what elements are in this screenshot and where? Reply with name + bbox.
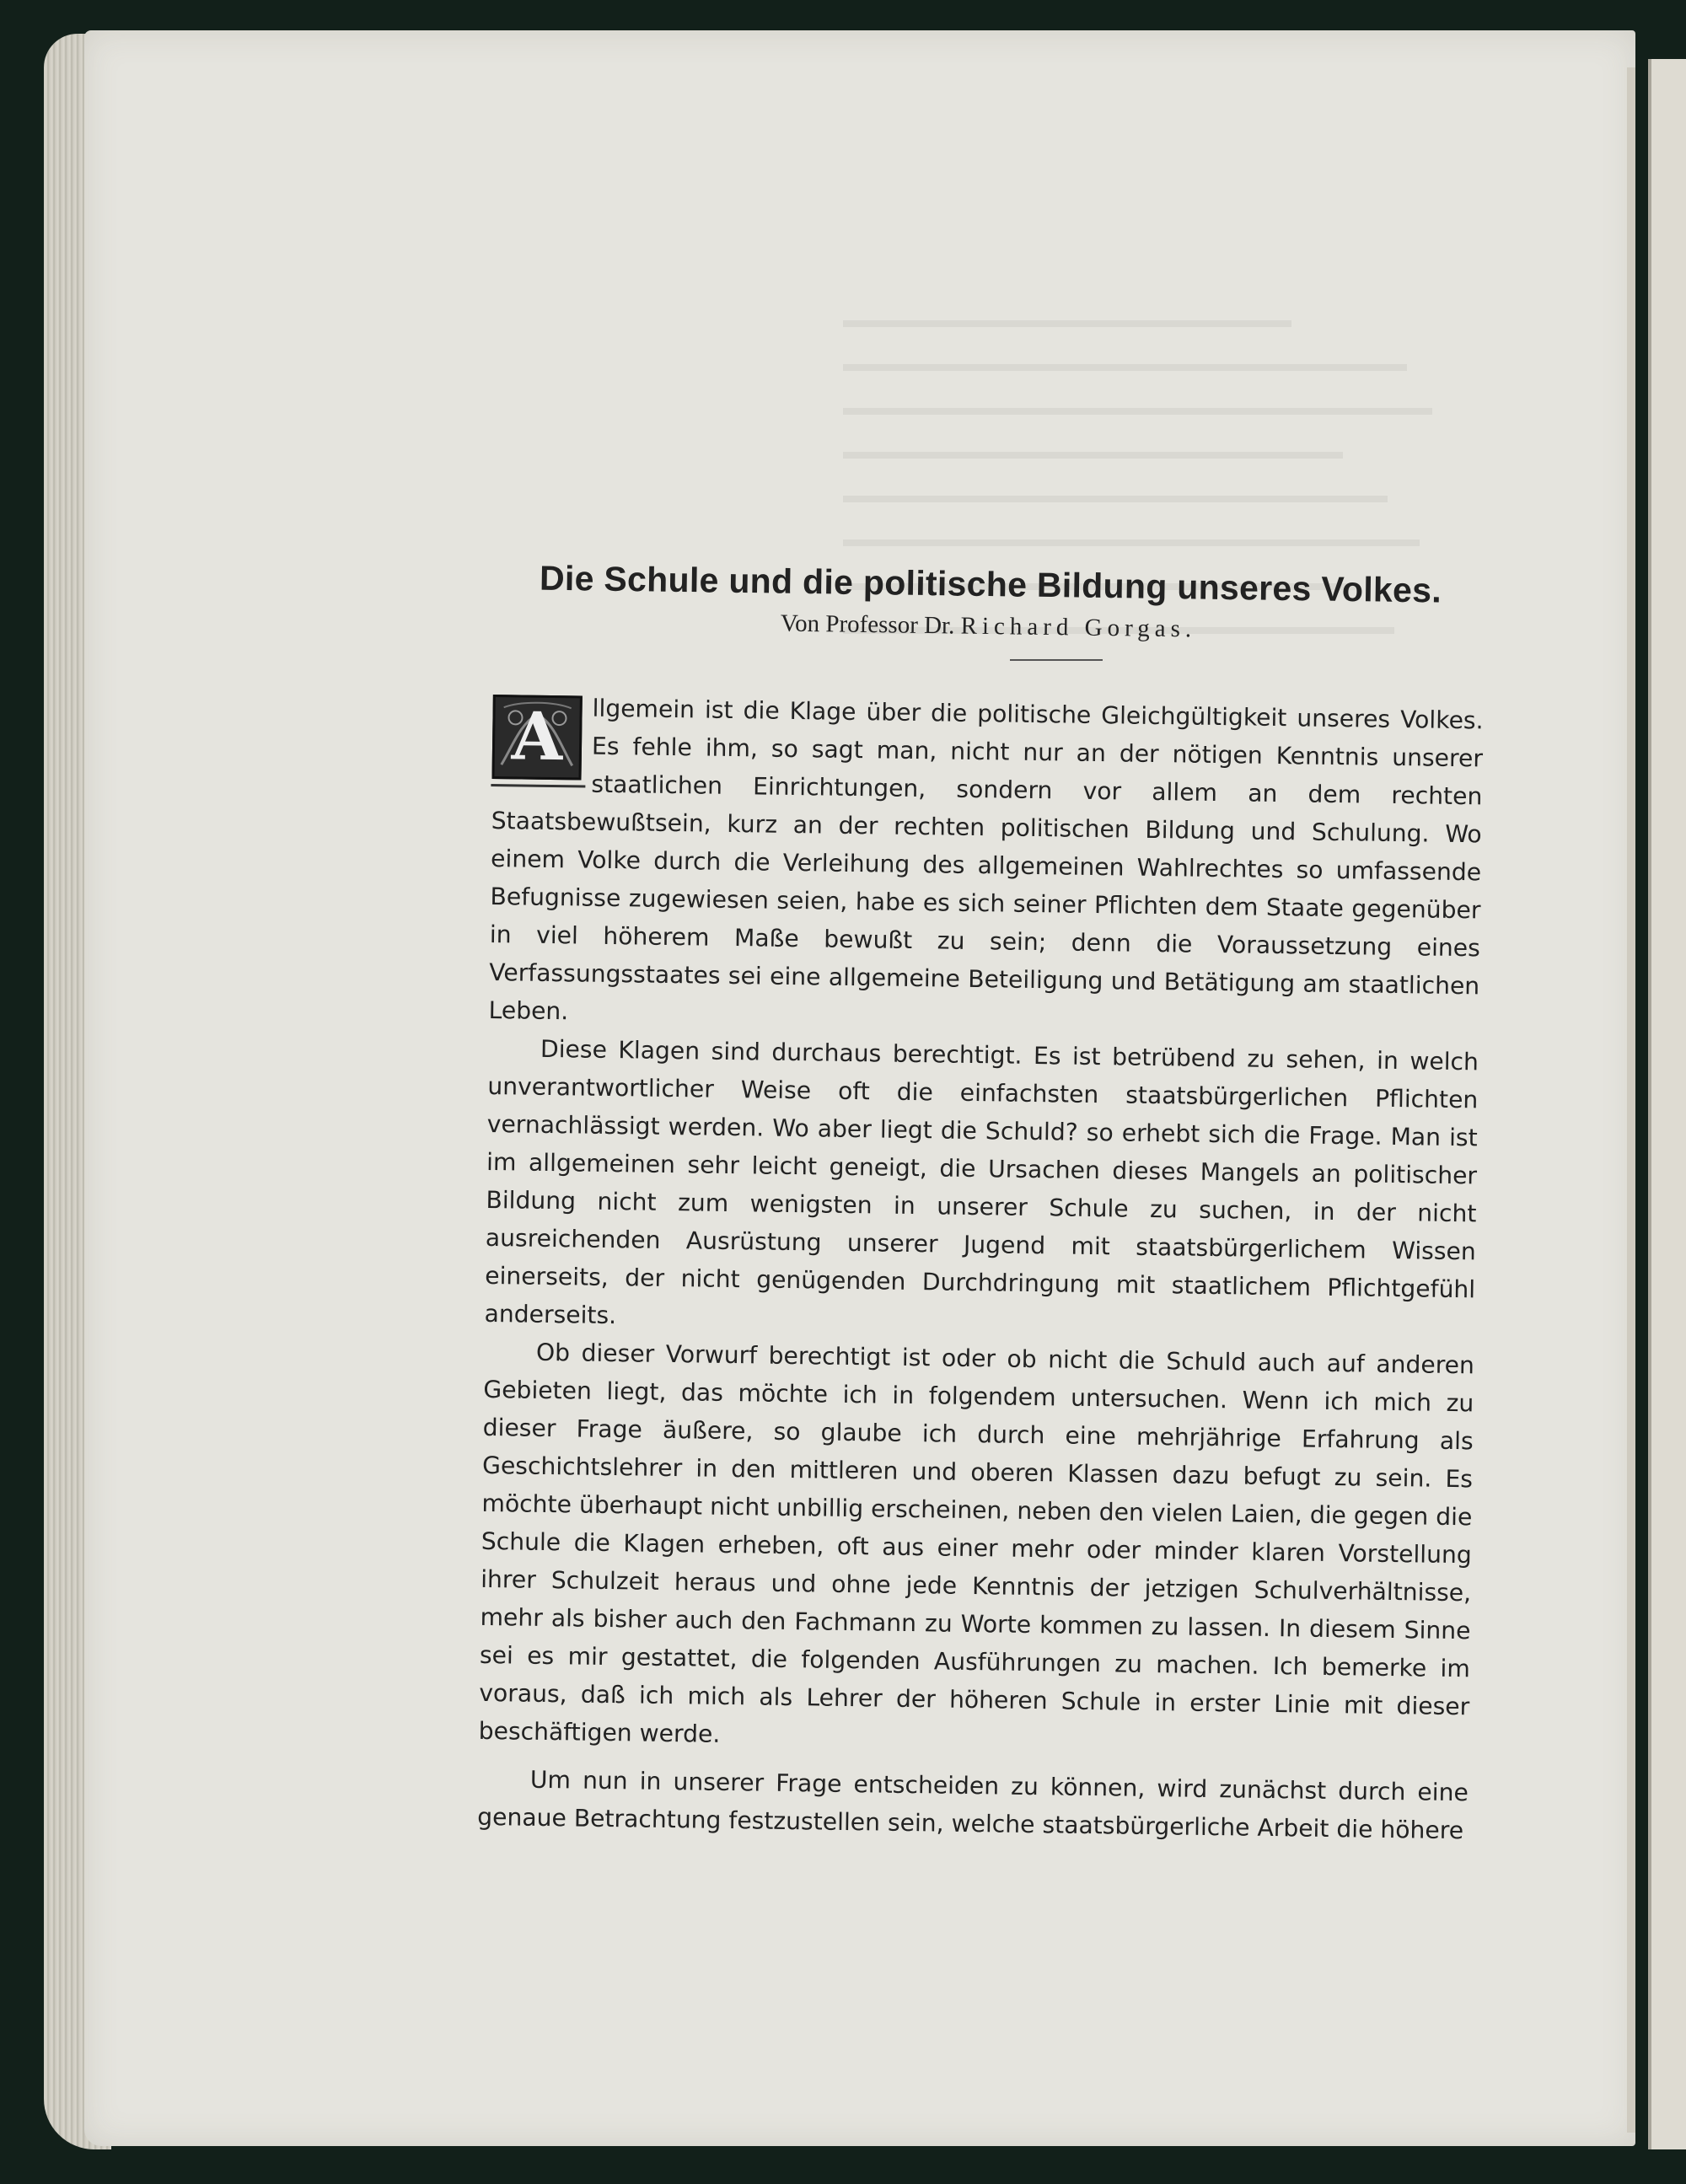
article — [477, 558, 1484, 1845]
paragraph-2: Diese Klagen sind durchaus berechtigt. Es ist betrübend zu sehen, in welch unverantwortlicher Weise oft die einfachsten staatsbürgerlichen Pflichten vernachlässigt werden. Wo aber liegt die Schuld? so erhebt sich die Frage. Man ist im allgemeinen sehr leicht geneigt, die Ursachen dieses Mangels an politischer Bildung nicht zum wenigsten in unserer Schule zu suchen, in der nicht ausreichenden Ausrüstung unserer Jugend mit staatsbürgerlichem Wissen einerseits, der nicht genügenden Durchdringung mit staatlichem Pflichtgefühl anderseits. — [484, 1034, 1479, 1330]
paragraph-3: Ob dieser Vorwurf berechtigt ist oder ob nicht die Schuld auch auf anderen Gebieten liegt, das möchte ich in folgendem untersuchen. Wenn ich mich zu dieser Frage äußere, so glaube ich durch eine mehrjährige Erfahrung als Geschichtslehrer in den mittleren und oberen Klassen dazu befugt zu sein. Es möchte überhaupt nicht unbillig erscheinen, neben den vielen Laien, die gegen die Schule die Klagen erheben, oft aus einer mehr oder minder klaren Vorstellung ihrer Schulzeit heraus und ohne jede Kenntnis der jetzigen Schulverhältnisse, mehr als bisher auch den Fachmann zu Worte kommen zu lassen. In diesem Sinne sei es mir gestattet, die folgenden Ausführungen zu machen. Ich bemerke im voraus, daß ich mich als Lehrer der höheren Schule in erster Linie mit dieser beschäftigen werde. — [478, 1338, 1475, 1748]
separator-rule — [1010, 659, 1103, 661]
byline — [493, 606, 1484, 647]
decorated-initial — [491, 695, 582, 780]
facing-page-edge — [1648, 59, 1686, 2149]
paragraph-1-text: llgemein ist die Klage über die politische Gleichgültigkeit unseres Volkes. Es fehle ihm, so sagt man, nicht nur an der nötigen Kenntnis unserer staatlichen Einrichtungen, sondern vor allem an dem rechten Staatsbewußtsein, kurz an der rechten politischen Bildung und Schulung. Wo einem Volke durch die Verleihung des allgemeinen Wahlrechtes so umfassende Befugnisse zugewiesen seien, habe es sich seiner Pflichten dem Staate gegenüber in viel höherem Maße bewußt zu sein; denn die Voraussetzung eines Verfassungsstaates sei eine allgemeine Beteiligung und Betätigung am staatlichen Leben. — [488, 694, 1484, 1026]
initial-letter: A — [511, 698, 564, 776]
article-body — [477, 688, 1484, 1849]
author-name: Richard Gorgas. — [960, 612, 1197, 643]
paragraph-4: Um nun in unserer Frage entscheiden zu können, wird zunächst durch eine genaue Betrachtung festzustellen sein, welche staatsbürgerliche Arbeit die höhere — [477, 1765, 1469, 1845]
byline-prefix: Von Professor Dr. — [780, 609, 955, 640]
article-title: Die Schule und die politische Bildung unseres Volkes. — [539, 558, 1442, 610]
book-gutter — [1627, 67, 1635, 2133]
paragraph-1 — [488, 688, 1484, 1043]
